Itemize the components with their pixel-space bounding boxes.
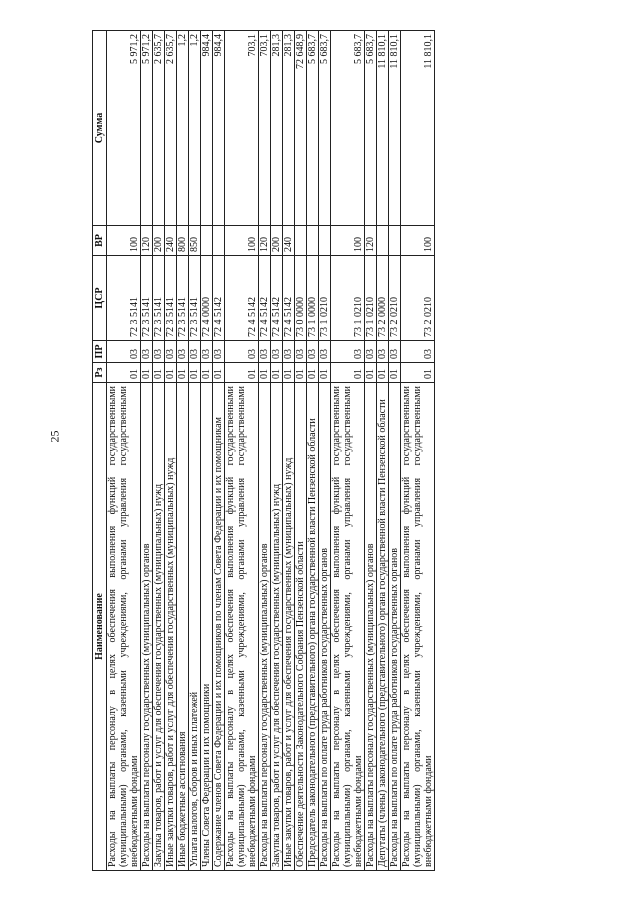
cell-name: Закупка товаров, работ и услуг для обеспечения государственных (муниципальных) нужд <box>271 383 283 871</box>
cell-pr: 03 <box>319 341 331 363</box>
cell-pr: 03 <box>331 341 365 363</box>
cell-rz: 01 <box>319 363 331 383</box>
cell-rz: 01 <box>365 363 377 383</box>
cell-csr: 73 1 0000 <box>307 256 319 341</box>
cell-rz: 01 <box>271 363 283 383</box>
cell-csr: 73 0 0000 <box>295 256 307 341</box>
cell-rz: 01 <box>213 363 225 383</box>
cell-pr: 03 <box>365 341 377 363</box>
cell-name: Расходы на выплаты персоналу государственных (муниципальных) органов <box>141 383 153 871</box>
cell-vr: 100 <box>401 226 435 256</box>
header-sum: Сумма <box>93 31 107 226</box>
cell-sum: 281,3 <box>271 31 283 226</box>
cell-name: Расходы на выплаты персоналу в целях обеспечения выполнения функций государственными (муниципальными) органами, казенными учреждениями, органами управления государственными внебюджетными фондами <box>107 383 141 871</box>
cell-name: Расходы на выплаты по оплате труда работников государственных органов <box>319 383 331 871</box>
cell-vr: 850 <box>189 226 201 256</box>
cell-name: Закупка товаров, работ и услуг для обеспечения государственных (муниципальных) нужд <box>153 383 165 871</box>
header-name: Наименование <box>93 383 107 871</box>
cell-vr: 100 <box>225 226 259 256</box>
cell-sum: 5 683,7 <box>307 31 319 226</box>
cell-pr: 03 <box>201 341 213 363</box>
cell-rz: 01 <box>165 363 177 383</box>
cell-vr: 240 <box>165 226 177 256</box>
cell-vr: 120 <box>365 226 377 256</box>
cell-csr: 72 4 5142 <box>271 256 283 341</box>
cell-rz: 01 <box>295 363 307 383</box>
cell-sum: 5 971,2 <box>107 31 141 226</box>
cell-name: Иные закупки товаров, работ и услуг для обеспечения государственных (муниципальных) нужд <box>165 383 177 871</box>
cell-csr: 72 3 5141 <box>107 256 141 341</box>
cell-vr <box>295 226 307 256</box>
cell-csr: 73 1 0210 <box>365 256 377 341</box>
cell-pr: 03 <box>213 341 225 363</box>
cell-sum: 1,2 <box>177 31 189 226</box>
table-header-row <box>93 31 107 871</box>
cell-sum: 2 635,7 <box>165 31 177 226</box>
cell-pr: 03 <box>401 341 435 363</box>
cell-csr: 72 4 5142 <box>225 256 259 341</box>
cell-sum: 5 971,2 <box>141 31 153 226</box>
cell-vr <box>377 226 389 256</box>
cell-csr: 72 4 0000 <box>201 256 213 341</box>
cell-pr: 03 <box>307 341 319 363</box>
cell-csr: 72 3 5141 <box>177 256 189 341</box>
cell-pr: 03 <box>283 341 295 363</box>
cell-name: Расходы на выплаты персоналу в целях обеспечения выполнения функций государственными (муниципальными) органами, казенными учреждениями, органами управления государственными внебюджетными фондами <box>331 383 365 871</box>
cell-csr: 73 2 0210 <box>401 256 435 341</box>
cell-vr <box>319 226 331 256</box>
cell-name: Председатель законодательного (представительного) органа государственной власти Пензенской области <box>307 383 319 871</box>
cell-vr: 120 <box>259 226 271 256</box>
table-row <box>365 31 377 871</box>
rotated-table-container <box>92 31 560 871</box>
cell-pr: 03 <box>225 341 259 363</box>
cell-csr: 72 4 5142 <box>213 256 225 341</box>
table-row <box>153 31 165 871</box>
cell-csr: 73 1 0210 <box>331 256 365 341</box>
header-pr: ПР <box>93 341 107 363</box>
table-row <box>401 31 435 871</box>
cell-csr: 72 3 5141 <box>153 256 165 341</box>
page-number: 25 <box>47 430 62 443</box>
cell-rz: 01 <box>107 363 141 383</box>
cell-pr: 03 <box>165 341 177 363</box>
cell-pr: 03 <box>177 341 189 363</box>
cell-sum: 281,3 <box>283 31 295 226</box>
cell-csr: 72 4 5142 <box>259 256 271 341</box>
cell-vr: 100 <box>107 226 141 256</box>
cell-sum: 703,1 <box>259 31 271 226</box>
cell-sum: 72 648,9 <box>295 31 307 226</box>
cell-rz: 01 <box>141 363 153 383</box>
cell-name: Расходы на выплаты персоналу государственных (муниципальных) органов <box>365 383 377 871</box>
cell-pr: 03 <box>271 341 283 363</box>
cell-sum: 5 683,7 <box>365 31 377 226</box>
cell-pr: 03 <box>377 341 389 363</box>
cell-vr: 120 <box>141 226 153 256</box>
cell-name: Расходы на выплаты персоналу в целях обеспечения выполнения функций государственными (муниципальными) органами, казенными учреждениями, органами управления государственными внебюджетными фондами <box>401 383 435 871</box>
budget-table <box>92 30 435 871</box>
table-row <box>259 31 271 871</box>
cell-name: Обеспечение деятельности Законодательного Собрания Пензенской области <box>295 383 307 871</box>
cell-name: Расходы на выплаты по оплате труда работников государственных органов <box>389 383 401 871</box>
cell-vr: 800 <box>177 226 189 256</box>
cell-name: Расходы на выплаты персоналу государственных (муниципальных) органов <box>259 383 271 871</box>
cell-sum: 5 683,7 <box>331 31 365 226</box>
cell-rz: 01 <box>177 363 189 383</box>
cell-rz: 01 <box>201 363 213 383</box>
table-row <box>213 31 225 871</box>
cell-csr: 72 3 5141 <box>189 256 201 341</box>
cell-vr <box>213 226 225 256</box>
table-row <box>331 31 365 871</box>
cell-sum: 11 810,1 <box>401 31 435 226</box>
cell-csr: 73 2 0210 <box>389 256 401 341</box>
table-row <box>189 31 201 871</box>
table-body <box>107 31 435 871</box>
cell-pr: 03 <box>189 341 201 363</box>
cell-rz: 01 <box>189 363 201 383</box>
cell-sum: 1,2 <box>189 31 201 226</box>
table-row <box>307 31 319 871</box>
cell-pr: 03 <box>259 341 271 363</box>
cell-csr: 72 3 5141 <box>141 256 153 341</box>
cell-sum: 984,4 <box>213 31 225 226</box>
cell-pr: 03 <box>295 341 307 363</box>
table-row <box>283 31 295 871</box>
header-vr: ВР <box>93 226 107 256</box>
cell-name: Депутаты (члены) законодательного (представительного) органа государственной власти Пензенской области <box>377 383 389 871</box>
cell-csr: 73 1 0210 <box>319 256 331 341</box>
table-row <box>319 31 331 871</box>
cell-name: Иные закупки товаров, работ и услуг для обеспечения государственных (муниципальных) нужд <box>283 383 295 871</box>
cell-name: Содержание членов Совета Федерации и их помощников по членам Совета Федерации и их помощникам <box>213 383 225 871</box>
cell-rz: 01 <box>389 363 401 383</box>
cell-name: Члены Совета Федерации и их помощники <box>201 383 213 871</box>
cell-rz: 01 <box>225 363 259 383</box>
cell-sum: 2 635,7 <box>153 31 165 226</box>
table-row <box>177 31 189 871</box>
cell-vr <box>201 226 213 256</box>
cell-name: Иные бюджетные ассигнования <box>177 383 189 871</box>
table-row <box>165 31 177 871</box>
cell-sum: 11 810,1 <box>377 31 389 226</box>
cell-vr: 100 <box>331 226 365 256</box>
cell-name: Уплата налогов, сборов и иных платежей <box>189 383 201 871</box>
cell-pr: 03 <box>389 341 401 363</box>
cell-sum: 5 683,7 <box>319 31 331 226</box>
cell-rz: 01 <box>331 363 365 383</box>
cell-vr: 240 <box>283 226 295 256</box>
cell-vr <box>307 226 319 256</box>
table-row <box>141 31 153 871</box>
table-row <box>107 31 141 871</box>
table-row <box>389 31 401 871</box>
table-row <box>377 31 389 871</box>
cell-sum: 703,1 <box>225 31 259 226</box>
table-row <box>271 31 283 871</box>
cell-pr: 03 <box>107 341 141 363</box>
cell-rz: 01 <box>307 363 319 383</box>
cell-sum: 984,4 <box>201 31 213 226</box>
cell-pr: 03 <box>141 341 153 363</box>
cell-vr: 200 <box>153 226 165 256</box>
cell-csr: 72 3 5141 <box>165 256 177 341</box>
cell-pr: 03 <box>153 341 165 363</box>
cell-rz: 01 <box>153 363 165 383</box>
cell-csr: 72 4 5142 <box>283 256 295 341</box>
cell-name: Расходы на выплаты персоналу в целях обеспечения выполнения функций государственными (муниципальными) органами, казенными учреждениями, органами управления государственными внебюджетными фондами <box>225 383 259 871</box>
cell-rz: 01 <box>283 363 295 383</box>
table-row <box>225 31 259 871</box>
header-csr: ЦСР <box>93 256 107 341</box>
header-rz: Рз <box>93 363 107 383</box>
table-row <box>201 31 213 871</box>
cell-csr: 73 2 0000 <box>377 256 389 341</box>
cell-rz: 01 <box>259 363 271 383</box>
cell-sum: 11 810,1 <box>389 31 401 226</box>
cell-rz: 01 <box>377 363 389 383</box>
cell-rz: 01 <box>401 363 435 383</box>
cell-vr <box>389 226 401 256</box>
table-row <box>295 31 307 871</box>
cell-vr: 200 <box>271 226 283 256</box>
